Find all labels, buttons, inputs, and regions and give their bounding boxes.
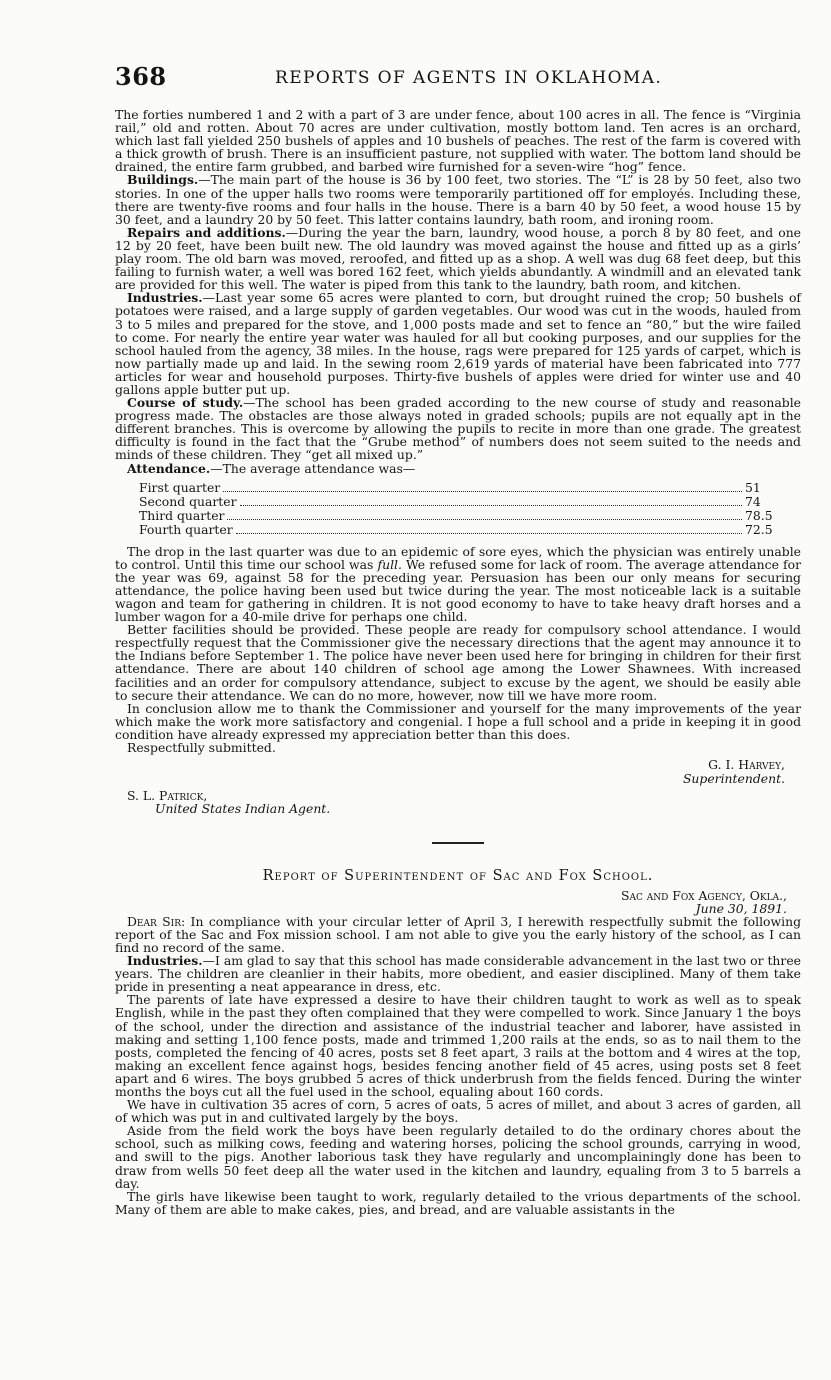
repairs-text: —During the year the barn, laundry, wood house, a porch 8 by 80 feet, and one 12 by 20 feet, have been built new. The old laundry was moved against the house and fitted up as a girls’ play room. The old barn was moved, reroofed, and fitted up as a shop. A well was dug 68 feet deep, but this failing to furnish water, a well was bored 162 feet, which yields abundantly. A windmill and an elevated tank are provided for this well. The water is piped from this tank to the laundry, bath room, and kitchen. <box>115 224 802 293</box>
paragraph-course <box>115 396 801 461</box>
paragraph-industries <box>115 291 801 396</box>
runin-industries: Industries. <box>127 290 203 306</box>
salutation-text: In compliance with your circular letter of April 3, I herewith respectfully submit the following report of the Sac and Fox mission school. I am not able to give you the early history of the school, as I can find no record of the same. <box>115 913 802 955</box>
attendance-row-label: Second quarter <box>139 493 237 509</box>
paragraph-respectfully: Respectfully submitted. <box>127 740 276 756</box>
industries-text: —Last year some 65 acres were planted to corn, but drought ruined the crop; 50 bushels of potatoes were raised, and a large supply of garden vegetables. Our wood was cut in the woods, hauled from 3 to 5 miles and prepared for the stove, and 1,000 posts made and set to fence an “80,” but the wire failed to come. For nearly the entire year water was hauled for all but cooking purposes, and our supplies for the school hauled from the agency, 38 miles. In the house, rags were prepared for 125 yards of carpet, which is now partially made up and laid. In the sewing room 2,619 yards of material have been fabricated into 777 articles for wear and household purposes. Thirty-five bushels of apples were dried for winter use and 40 gallons apple butter put up. <box>115 290 801 397</box>
runin-course: Course of study. <box>127 395 244 411</box>
drop-emphasis: full. <box>377 556 402 572</box>
paragraph-fence: The forties numbered 1 and 2 with a part of 3 are under fence, about 100 acres in all. The fence is “Virginia rail,” old and rotten. About 70 acres are under cultivation, mostly bottom land. Ten acres is an orchard, which last fall yielded 250 bushels of apples and 10 bushels of peaches. The rest of the farm is covered with a thick growth of brush. There is an insufficient pasture, not supplied with water. The bottom land should be drained, the entire farm grubbed, and barbed wire furnished for a seven-wire “hog” fence. <box>115 107 801 175</box>
dateline <box>115 889 801 915</box>
attendance-intro: —The average attendance was— <box>210 460 416 476</box>
sac-fox-industries-text: —I am glad to say that this school has made considerable advancement in the last two or three years. The children are cleanlier in their habits, more obedient, and easier disciplined. Many of them take pride in presenting a neat appearance in dress, etc. <box>115 953 801 995</box>
signature-agent <box>127 789 801 815</box>
leader-dots <box>236 533 742 534</box>
paragraph-salutation <box>115 915 801 954</box>
signature-title: Superintendent. <box>682 771 785 787</box>
runin-attendance: Attendance. <box>127 460 211 476</box>
attendance-row-label: Third quarter <box>139 507 225 523</box>
section-divider <box>432 842 484 844</box>
buildings-text: —The main part of the house is 36 by 100 feet, two stories. The “L” is 28 by 50 feet, also two stories. In one of the upper halls two rooms were temporarily partitioned off for employés. Including these, there are twenty-five rooms and four halls in the house. There is a barn 40 by 50 feet, a wood house 15 by 30 feet, and a laundry 20 by 50 feet. This latter contains laundry, bath room, and ironing room. <box>115 172 801 227</box>
course-text: —The school has been graded according to the new course of study and reasonable progress made. The obstacles are those always noted in graded schools; pupils are not equally apt in the different branches. This is overcome by allowing the pupils to recite in more than one grade. The greatest difficulty is found in the fact that the “Grube method” of numbers does not seem suited to the needs and minds of these children. They “get all mixed up.” <box>115 395 801 463</box>
paragraph-attendance <box>115 462 801 475</box>
attendance-row-label: First quarter <box>139 479 221 495</box>
attendance-row-value: 51 <box>745 479 761 495</box>
attendance-row <box>139 495 773 509</box>
drop-text-a: The drop in the last quarter was due to an epidemic of sore eyes, which the physician was entirely unable to control. Until this time our school was <box>115 543 801 572</box>
paragraph-drop <box>115 545 801 624</box>
paragraph-cultivation: We have in cultivation 35 acres of corn, 5 acres of oats, 5 acres of millet, and about 3 acres of garden, all of which was put in and cultivated largely by the boys. <box>115 1097 801 1126</box>
salutation: Dear Sir: <box>127 913 186 929</box>
paragraph-aside: Aside from the field work the boys have been regularly detailed to do the ordinary chores about the school, such as milking cows, feeding and watering horses, policing the school grounds, carrying in wood, and swill to the pigs. Another laborious task they have regularly and uncomplainingly done has been to draw from wells 50 feet deep all the water used in the kitchen and laundry, equaling from 3 to 5 barrels a day. <box>115 1123 801 1191</box>
signature-name: G. I. Harvey, <box>708 757 785 773</box>
signature-name: S. L. Patrick, <box>127 788 208 804</box>
page-body <box>115 108 801 1216</box>
attendance-row <box>139 481 773 495</box>
page-header <box>115 62 805 96</box>
attendance-row-value: 72.5 <box>745 521 773 537</box>
runin-buildings: Buildings. <box>127 172 199 188</box>
running-head: REPORTS OF AGENTS IN OKLAHOMA. <box>275 68 663 88</box>
signature-title: United States Indian Agent. <box>155 801 331 817</box>
paragraph-better-facilities: Better facilities should be provided. These people are ready for compulsory school attendance. I would respectfully request that the Commissioner give the necessary directions that the agent may announce it to the Indians before September 1. The police have never been used here for bringing in children for their first attendance. There are about 140 children of school age among the Lower Shawnees. With increased facilities and an order for compulsory attendance, subject to excuse by the agent, we should be easily able to secure their attendance. We can do no more, however, now till we have more room. <box>115 622 801 703</box>
leader-dots <box>227 519 742 520</box>
paragraph-repairs <box>115 226 801 291</box>
signature-superintendent <box>115 758 801 785</box>
attendance-row-label: Fourth quarter <box>139 521 233 537</box>
page-number: 368 <box>115 62 167 91</box>
runin-repairs: Repairs and additions. <box>127 224 286 240</box>
dateline-place: Sac and Fox Agency, Okla., <box>620 887 787 903</box>
paragraph-buildings <box>115 173 801 225</box>
runin-sac-fox-industries: Industries. <box>127 953 203 969</box>
drop-text-b: We refused some for lack of room. The average attendance for the year was 69, against 58 for the preceding year. Persuasion has been our only means for securing attendance, the police having been used but twice during the year. The most noticeable lack is a suitable wagon and team for gathering in children. It is not good economy to have to take heavy draft horses and a lumber wagon for a 40-mile drive for perhaps one child. <box>115 556 801 625</box>
paragraph-girls: The girls have likewise been taught to work, regularly detailed to the vrious departments of the school. Many of them are able to make cakes, pies, and bread, and are valuable assistants in the <box>115 1188 801 1217</box>
dateline-date: June 30, 1891. <box>695 900 787 916</box>
attendance-row <box>139 523 773 537</box>
paragraph-parents: The parents of late have expressed a desire to have their children taught to work as well as to speak English, while in the past they often complained that they were compelled to work. Since January 1 the boys of the school, under the direction and assistance of the industrial teacher and laborer, have assisted in making and setting 1,100 fence posts, made and trimmed 1,200 rails at the ends, so as to nail them to the posts, completed the fencing of 40 acres, posts set 8 feet apart, 3 rails at the bottom and 4 wires at the top, making an excellent fence against hogs, besides fencing another field of 45 acres, using posts set 8 feet apart and 6 wires. The boys grubbed 5 acres of thick underbrush from the fields fenced. During the winter months the boys cut all the fuel used in the school, equaling about 160 cords. <box>115 992 801 1099</box>
leader-dots <box>240 505 742 506</box>
attendance-row-value: 78.5 <box>745 507 773 523</box>
attendance-row <box>139 509 773 523</box>
attendance-row-value: 74 <box>745 493 761 509</box>
leader-dots <box>223 491 742 492</box>
attendance-table <box>139 481 773 537</box>
paragraph-conclusion: In conclusion allow me to thank the Commissioner and yourself for the many improvements of the year which make the work more satisfactory and congenial. I hope a full school and a pride in keeping it in good condition have already expressed my appreciation better than this does. <box>115 700 801 742</box>
paragraph-sac-fox-industries <box>115 954 801 993</box>
report-title: Report of Superintendent of Sac and Fox School. <box>262 867 654 884</box>
